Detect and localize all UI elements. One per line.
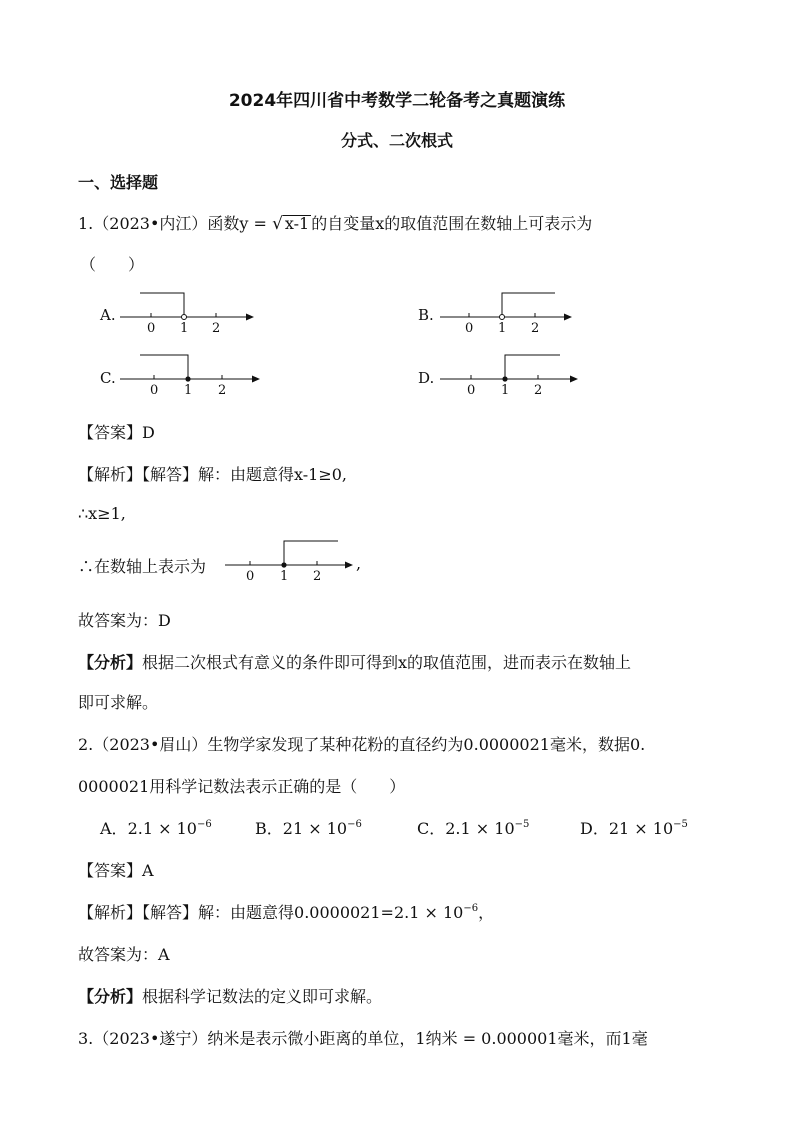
q2-stem-line1: 2.（2023•眉山）生物学家发现了某种花粉的直径约为0.0000021毫米，数据0. (78, 735, 646, 754)
q1-answer: 【答案】D (78, 423, 155, 442)
q2-option-b-coef: 21 × 10 (282, 819, 348, 838)
q2-option-c-label: C． (417, 819, 446, 838)
q1-fenxi-line1: 根据二次根式有意义的条件即可得到x的取值范围，进而表示在数轴上 (142, 653, 632, 672)
q2-option-d-label: D． (580, 819, 609, 838)
tick-1: 1 (501, 383, 510, 398)
q2-fenxi-text: 根据科学记数法的定义即可求解。 (142, 987, 383, 1006)
q2-fenxi (78, 984, 382, 1007)
q2-fenxi-label: 【分析】 (78, 987, 143, 1006)
q1-radicand: x-1 (284, 214, 310, 233)
q2-analysis-label: 【解析】【解答】 (78, 903, 199, 922)
q2-options (100, 816, 688, 839)
q1-analysis (78, 462, 347, 485)
q2-option-c-coef: 2.1 × 10 (445, 819, 515, 838)
q1-fenxi (78, 650, 631, 673)
tick-1: 1 (280, 569, 289, 584)
q1-option-b-label[interactable]: B. (418, 306, 434, 324)
q1-fenxi-line2: 即可求解。 (78, 693, 159, 712)
q1-option-a-label[interactable]: A. (100, 306, 116, 324)
tick-0: 0 (465, 321, 474, 336)
q1-option-d-label[interactable]: D. (418, 369, 435, 387)
tick-1: 1 (184, 383, 193, 398)
tick-2: 2 (212, 321, 221, 336)
q1-option-c-numberline[interactable] (120, 350, 270, 398)
tick-0: 0 (467, 383, 476, 398)
tick-0: 0 (147, 321, 156, 336)
q2-option-d-exp: −5 (673, 819, 688, 830)
q1-stem-suffix: 的自变量x的取值范围在数轴上可表示为 (311, 214, 593, 233)
tick-0: 0 (150, 383, 159, 398)
q2-analysis-end: ， (478, 903, 495, 922)
tick-2: 2 (313, 569, 322, 584)
q1-step-3-prefix: ∴在数轴上表示为 (78, 557, 207, 576)
q1-stem-prefix: 1.（2023•内江）函数y = (78, 214, 267, 233)
q2-answer: 【答案】A (78, 861, 154, 880)
tick-1: 1 (180, 321, 189, 336)
q2-final: 故答案为：A (78, 945, 170, 964)
page-title: 2024年四川省中考数学二轮备考之真题演练 (228, 91, 566, 111)
tick-2: 2 (218, 383, 227, 398)
q2-option-a-exp: −6 (196, 819, 212, 830)
tick-0: 0 (246, 569, 255, 584)
q2-option-a-label: A． (100, 819, 128, 838)
q2-option-c-exp: −5 (514, 819, 530, 830)
q2-option-b-exp: −6 (347, 819, 362, 830)
q1-final: 故答案为：D (78, 611, 171, 630)
q1-option-a-numberline[interactable] (120, 288, 260, 336)
q2-analysis (78, 900, 494, 923)
tick-1: 1 (498, 321, 507, 336)
q2-analysis-text: 解：由题意得0.0000021=2.1 × 10 (198, 903, 464, 922)
q2-stem-line2: 0000021用科学记数法表示正确的是（ ） (78, 777, 406, 796)
q3-stem-line1: 3.（2023•遂宁）纳米是表示微小距离的单位，1纳米 = 0.000001毫米，而1毫 (78, 1029, 648, 1048)
q1-step-3-suffix: , (356, 554, 362, 573)
q1-step-2: ∴x≥1, (78, 504, 126, 523)
q1-option-d-numberline[interactable] (440, 350, 590, 398)
q2-option-d[interactable] (580, 816, 688, 839)
tick-2: 2 (531, 321, 540, 336)
q1-fenxi-label: 【分析】 (78, 653, 143, 672)
q1-solution-numberline (225, 536, 365, 584)
q1-analysis-label: 【解析】【解答】 (78, 465, 199, 484)
q2-analysis-exp: −6 (463, 903, 479, 914)
radical-sign: √ (272, 214, 283, 234)
q1-option-b-numberline[interactable] (440, 288, 580, 336)
q2-option-b[interactable] (255, 816, 417, 839)
q1-paren: （ ） (80, 255, 145, 274)
tick-2: 2 (534, 383, 543, 398)
q2-option-a-coef: 2.1 × 10 (127, 819, 197, 838)
q1-analysis-text: 解：由题意得x-1≥0, (198, 465, 348, 484)
q2-option-b-label: B． (255, 819, 283, 838)
q1-stem (78, 211, 592, 234)
q2-option-a[interactable] (100, 816, 255, 839)
page-subtitle: 分式、二次根式 (340, 131, 453, 150)
q1-option-c-label[interactable]: C. (100, 369, 116, 387)
q2-option-c[interactable] (417, 816, 580, 839)
q1-step-3 (78, 554, 206, 577)
section-heading: 一、选择题 (78, 173, 159, 192)
q2-option-d-coef: 21 × 10 (608, 819, 674, 838)
